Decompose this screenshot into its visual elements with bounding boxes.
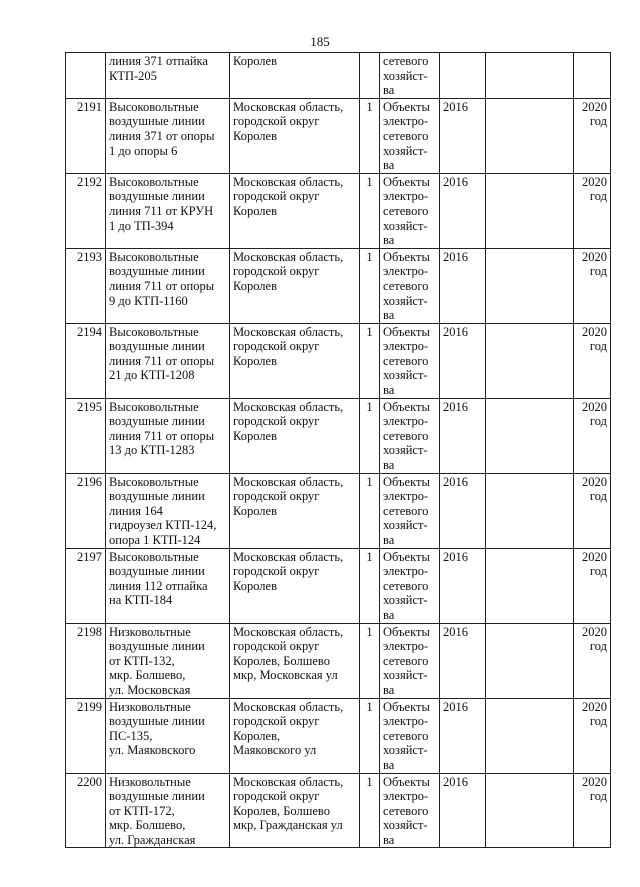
year-value: 2016: [443, 474, 468, 489]
target-year-line: 2020: [582, 399, 607, 414]
object-category-line: сетевого: [383, 428, 429, 443]
object-count-cell: [360, 698, 380, 773]
object-address-line: городской округ: [233, 414, 320, 429]
row-number-cell: [66, 698, 106, 773]
object-name-line: Высоковольтные: [109, 549, 199, 564]
object-category-cell: [380, 173, 440, 248]
object-category-line: Объекты: [383, 249, 430, 264]
year-value-cell: [440, 98, 486, 173]
object-name-cell: [106, 98, 230, 173]
target-year-cell: [574, 548, 611, 623]
object-count: 1: [366, 174, 373, 189]
object-category-line: хозяйст-: [383, 818, 428, 833]
object-name-line: воздушные линии: [109, 639, 205, 654]
object-name-line: 9 до КТП-1160: [109, 293, 188, 308]
object-address-line: городской округ: [233, 789, 320, 804]
object-category-line: ва: [383, 158, 395, 173]
object-category-line: Объекты: [383, 99, 430, 114]
object-address-cell: [230, 398, 360, 473]
object-category-line: хозяйст-: [383, 218, 428, 233]
row-number: 2199: [77, 699, 102, 714]
object-count: 1: [366, 624, 373, 639]
object-name-line: воздушные линии: [109, 114, 205, 129]
object-address-line: Московская область,: [233, 99, 344, 114]
object-category-line: Объекты: [383, 399, 430, 414]
object-category-line: ва: [383, 458, 395, 473]
object-count-cell: [360, 98, 380, 173]
object-category-line: электро-: [383, 789, 429, 804]
object-address-cell: [230, 98, 360, 173]
object-name-line: Низковольтные: [109, 624, 191, 639]
empty-cell-cell: [486, 548, 574, 623]
table-row: [66, 698, 611, 773]
target-year-cell: [574, 623, 611, 698]
table-row: [66, 173, 611, 248]
target-year-line: 2020: [582, 774, 607, 789]
year-value: 2016: [443, 774, 468, 789]
object-category-cell: [380, 398, 440, 473]
object-address-cell: [230, 473, 360, 548]
object-name-line: воздушные линии: [109, 414, 205, 429]
target-year-line: 2020: [582, 549, 607, 564]
year-value-cell: [440, 773, 486, 848]
object-category-line: сетевого: [383, 503, 429, 518]
row-number-cell: [66, 248, 106, 323]
row-number-cell: [66, 53, 106, 99]
row-number: 2191: [77, 99, 102, 114]
object-address-line: городской округ: [233, 339, 320, 354]
registry-table: [65, 52, 611, 848]
object-name-line: мкр. Болшево,: [109, 818, 186, 833]
object-name-line: ПС-135,: [109, 728, 153, 743]
row-number: 2193: [77, 249, 102, 264]
object-category-line: Объекты: [383, 549, 430, 564]
object-address-line: Королев: [233, 203, 277, 218]
object-category-line: Объекты: [383, 324, 430, 339]
object-address-line: городской округ: [233, 114, 320, 129]
year-value: 2016: [443, 549, 468, 564]
object-name-line: на КТП-184: [109, 593, 173, 608]
target-year-line: год: [589, 714, 607, 729]
empty-cell-cell: [486, 398, 574, 473]
target-year-line: год: [589, 189, 607, 204]
object-name-line: линия 711 от опоры: [109, 428, 215, 443]
object-category-line: ва: [383, 533, 395, 547]
row-number-cell: [66, 623, 106, 698]
target-year-cell: [574, 398, 611, 473]
object-name-line: 13 до КТП-1283: [109, 443, 195, 458]
object-address-cell: [230, 248, 360, 323]
object-name-line: от КТП-172,: [109, 803, 175, 818]
object-count: 1: [366, 699, 373, 714]
year-value-cell: [440, 398, 486, 473]
object-address-line: Королев: [233, 54, 277, 68]
object-count-cell: [360, 248, 380, 323]
object-category-line: сетевого: [383, 353, 429, 368]
object-count: 1: [366, 249, 373, 264]
table-row: [66, 398, 611, 473]
object-name-line: линия 371 отпайка: [109, 54, 208, 68]
object-category-line: хозяйст-: [383, 368, 428, 383]
object-name-line: КТП-205: [109, 68, 157, 83]
object-count: 1: [366, 99, 373, 114]
table-row: [66, 773, 611, 848]
table-row: [66, 98, 611, 173]
target-year-line: 2020: [582, 174, 607, 189]
object-category-line: хозяйст-: [383, 518, 428, 533]
target-year-cell: [574, 53, 611, 99]
object-address-line: Московская область,: [233, 699, 344, 714]
target-year-line: 2020: [582, 474, 607, 489]
object-name-line: Высоковольтные: [109, 324, 199, 339]
object-name-line: Высоковольтные: [109, 399, 199, 414]
object-address-line: городской округ: [233, 489, 320, 504]
object-address-line: Королев: [233, 428, 277, 443]
object-name-line: воздушные линии: [109, 489, 205, 504]
table-row: [66, 248, 611, 323]
object-address-cell: [230, 698, 360, 773]
object-address-line: Королев: [233, 503, 277, 518]
object-address-cell: [230, 623, 360, 698]
object-count-cell: [360, 323, 380, 398]
object-count: 1: [366, 774, 373, 789]
object-category-cell: [380, 773, 440, 848]
object-category-line: электро-: [383, 564, 429, 579]
object-count-cell: [360, 773, 380, 848]
year-value-cell: [440, 473, 486, 548]
object-name-line: от КТП-132,: [109, 653, 175, 668]
object-category-cell: [380, 53, 440, 99]
object-category-line: сетевого: [383, 578, 429, 593]
row-number-cell: [66, 323, 106, 398]
object-category-line: сетевого: [383, 803, 429, 818]
row-number-cell: [66, 173, 106, 248]
year-value-cell: [440, 173, 486, 248]
object-address-line: Московская область,: [233, 174, 344, 189]
object-category-line: ва: [383, 682, 395, 697]
row-number: 2192: [77, 174, 102, 189]
object-address-line: Московская область,: [233, 399, 344, 414]
object-address-line: Маяковского ул: [233, 743, 317, 758]
object-address-line: Московская область,: [233, 324, 344, 339]
object-category-line: Объекты: [383, 699, 430, 714]
object-name-line: линия 112 отпайка: [109, 578, 208, 593]
object-name-line: Низковольтные: [109, 699, 191, 714]
object-name-line: ул. Гражданская: [109, 832, 196, 847]
page-number: 185: [310, 34, 330, 49]
table-row: [66, 473, 611, 548]
target-year-line: год: [589, 789, 607, 804]
object-category-cell: [380, 623, 440, 698]
empty-cell-cell: [486, 698, 574, 773]
row-number: 2197: [77, 549, 102, 564]
target-year-line: 2020: [582, 99, 607, 114]
year-value-cell: [440, 53, 486, 99]
object-address-cell: [230, 323, 360, 398]
row-number: 2200: [77, 774, 102, 789]
object-category-line: Объекты: [383, 174, 430, 189]
object-name-line: 1 до опоры 6: [109, 143, 178, 158]
object-category-line: электро-: [383, 189, 429, 204]
object-name-line: гидроузел КТП-124,: [109, 518, 217, 533]
object-name-line: мкр. Болшево,: [109, 668, 186, 683]
object-category-line: электро-: [383, 414, 429, 429]
object-address-line: Московская область,: [233, 624, 344, 639]
object-address-line: городской округ: [233, 189, 320, 204]
object-address-cell: [230, 548, 360, 623]
empty-cell-cell: [486, 53, 574, 99]
object-address-line: Московская область,: [233, 249, 344, 264]
object-name-line: ул. Маяковского: [109, 743, 196, 758]
object-name-cell: [106, 173, 230, 248]
object-category-line: сетевого: [383, 653, 429, 668]
object-address-line: Королев, Болшево: [233, 653, 330, 668]
target-year-line: год: [589, 639, 607, 654]
year-value: 2016: [443, 99, 468, 114]
object-name-cell: [106, 323, 230, 398]
object-name-cell: [106, 398, 230, 473]
object-category-line: ва: [383, 832, 395, 847]
row-number-cell: [66, 398, 106, 473]
table-row: [66, 548, 611, 623]
object-name-line: линия 711 от КРУН: [109, 203, 214, 218]
object-category-line: сетевого: [383, 278, 429, 293]
object-category-line: хозяйст-: [383, 743, 428, 758]
object-category-line: хозяйст-: [383, 443, 428, 458]
object-address-line: Королев, Болшево: [233, 803, 330, 818]
year-value-cell: [440, 323, 486, 398]
year-value: 2016: [443, 399, 468, 414]
object-address-line: Королев: [233, 278, 277, 293]
object-address-line: городской округ: [233, 564, 320, 579]
table-row: [66, 323, 611, 398]
target-year-line: 2020: [582, 699, 607, 714]
object-name-line: воздушные линии: [109, 564, 205, 579]
object-category-line: сетевого: [383, 203, 429, 218]
year-value-cell: [440, 548, 486, 623]
object-name-line: 21 до КТП-1208: [109, 368, 195, 383]
object-name-line: линия 711 от опоры: [109, 278, 215, 293]
empty-cell-cell: [486, 623, 574, 698]
target-year-cell: [574, 173, 611, 248]
object-category-line: ва: [383, 308, 395, 323]
empty-cell-cell: [486, 173, 574, 248]
object-name-line: Высоковольтные: [109, 249, 199, 264]
year-value-cell: [440, 623, 486, 698]
target-year-line: 2020: [582, 324, 607, 339]
object-name-line: линия 164: [109, 503, 163, 518]
object-category-line: электро-: [383, 339, 429, 354]
object-count-cell: [360, 398, 380, 473]
object-category-line: сетевого: [383, 54, 429, 68]
object-category-line: хозяйст-: [383, 668, 428, 683]
object-address-line: Московская область,: [233, 774, 344, 789]
object-name-line: опора 1 КТП-124: [109, 533, 201, 547]
empty-cell-cell: [486, 98, 574, 173]
target-year-cell: [574, 698, 611, 773]
object-category-line: сетевого: [383, 728, 429, 743]
target-year-cell: [574, 773, 611, 848]
target-year-line: год: [589, 114, 607, 129]
object-category-line: Объекты: [383, 774, 430, 789]
object-category-line: ва: [383, 233, 395, 248]
object-count: 1: [366, 324, 373, 339]
object-name-cell: [106, 473, 230, 548]
year-value-cell: [440, 698, 486, 773]
object-address-line: Королев: [233, 578, 277, 593]
object-name-cell: [106, 53, 230, 99]
object-address-line: городской округ: [233, 714, 320, 729]
target-year-cell: [574, 248, 611, 323]
row-number: 2194: [77, 324, 102, 339]
object-name-line: линия 371 от опоры: [109, 128, 215, 143]
row-number-cell: [66, 98, 106, 173]
object-category-line: хозяйст-: [383, 593, 428, 608]
target-year-line: год: [589, 264, 607, 279]
row-number: 2198: [77, 624, 102, 639]
empty-cell-cell: [486, 773, 574, 848]
object-address-line: Московская область,: [233, 474, 344, 489]
object-count: 1: [366, 474, 373, 489]
object-address-line: Королев: [233, 128, 277, 143]
object-address-line: Московская область,: [233, 549, 344, 564]
object-address-cell: [230, 773, 360, 848]
object-name-line: воздушные линии: [109, 339, 205, 354]
object-category-cell: [380, 548, 440, 623]
object-name-line: линия 711 от опоры: [109, 353, 215, 368]
row-number-cell: [66, 773, 106, 848]
object-category-line: ва: [383, 757, 395, 772]
target-year-line: год: [589, 339, 607, 354]
object-name-line: Высоковольтные: [109, 474, 199, 489]
object-count-cell: [360, 623, 380, 698]
object-address-line: городской округ: [233, 639, 320, 654]
object-name-line: ул. Московская: [109, 682, 191, 697]
object-name-line: воздушные линии: [109, 189, 205, 204]
object-category-line: электро-: [383, 264, 429, 279]
row-number: 2195: [77, 399, 102, 414]
year-value: 2016: [443, 699, 468, 714]
object-count: 1: [366, 399, 373, 414]
year-value-cell: [440, 248, 486, 323]
target-year-cell: [574, 473, 611, 548]
target-year-cell: [574, 323, 611, 398]
object-category-line: электро-: [383, 114, 429, 129]
object-address-line: мкр, Гражданская ул: [233, 818, 343, 833]
object-count: 1: [366, 549, 373, 564]
object-category-line: ва: [383, 383, 395, 398]
object-address-cell: [230, 53, 360, 99]
empty-cell-cell: [486, 248, 574, 323]
empty-cell-cell: [486, 323, 574, 398]
empty-cell-cell: [486, 473, 574, 548]
object-address-line: Королев: [233, 353, 277, 368]
table-body: [66, 53, 611, 848]
object-category-line: электро-: [383, 714, 429, 729]
object-name-line: воздушные линии: [109, 264, 205, 279]
object-name-cell: [106, 248, 230, 323]
target-year-line: 2020: [582, 249, 607, 264]
object-name-cell: [106, 548, 230, 623]
object-category-line: ва: [383, 607, 395, 622]
target-year-line: год: [589, 489, 607, 504]
target-year-line: 2020: [582, 624, 607, 639]
object-address-line: мкр, Московская ул: [233, 668, 338, 683]
year-value: 2016: [443, 174, 468, 189]
year-value: 2016: [443, 624, 468, 639]
object-name-line: Высоковольтные: [109, 99, 199, 114]
object-category-line: электро-: [383, 639, 429, 654]
object-category-cell: [380, 698, 440, 773]
object-address-line: городской округ: [233, 264, 320, 279]
object-name-cell: [106, 623, 230, 698]
year-value: 2016: [443, 324, 468, 339]
object-name-line: воздушные линии: [109, 714, 205, 729]
object-name-line: Низковольтные: [109, 774, 191, 789]
object-category-cell: [380, 248, 440, 323]
object-category-line: электро-: [383, 489, 429, 504]
table-row: [66, 623, 611, 698]
object-count-cell: [360, 173, 380, 248]
object-category-cell: [380, 98, 440, 173]
object-name-cell: [106, 773, 230, 848]
table-row: [66, 53, 611, 99]
object-category-line: Объекты: [383, 624, 430, 639]
object-category-line: хозяйст-: [383, 293, 428, 308]
object-category-line: хозяйст-: [383, 68, 428, 83]
object-category-cell: [380, 473, 440, 548]
target-year-line: год: [589, 414, 607, 429]
object-count-cell: [360, 53, 380, 99]
object-category-line: хозяйст-: [383, 143, 428, 158]
row-number-cell: [66, 548, 106, 623]
object-category-line: Объекты: [383, 474, 430, 489]
object-name-line: 1 до ТП-394: [109, 218, 174, 233]
object-category-line: ва: [383, 83, 395, 98]
object-name-line: воздушные линии: [109, 789, 205, 804]
target-year-cell: [574, 98, 611, 173]
target-year-line: год: [589, 564, 607, 579]
object-name-cell: [106, 698, 230, 773]
object-address-cell: [230, 173, 360, 248]
object-category-line: сетевого: [383, 128, 429, 143]
row-number-cell: [66, 473, 106, 548]
year-value: 2016: [443, 249, 468, 264]
object-name-line: Высоковольтные: [109, 174, 199, 189]
object-address-line: Королев,: [233, 728, 281, 743]
object-count-cell: [360, 548, 380, 623]
object-category-cell: [380, 323, 440, 398]
object-count-cell: [360, 473, 380, 548]
row-number: 2196: [77, 474, 102, 489]
